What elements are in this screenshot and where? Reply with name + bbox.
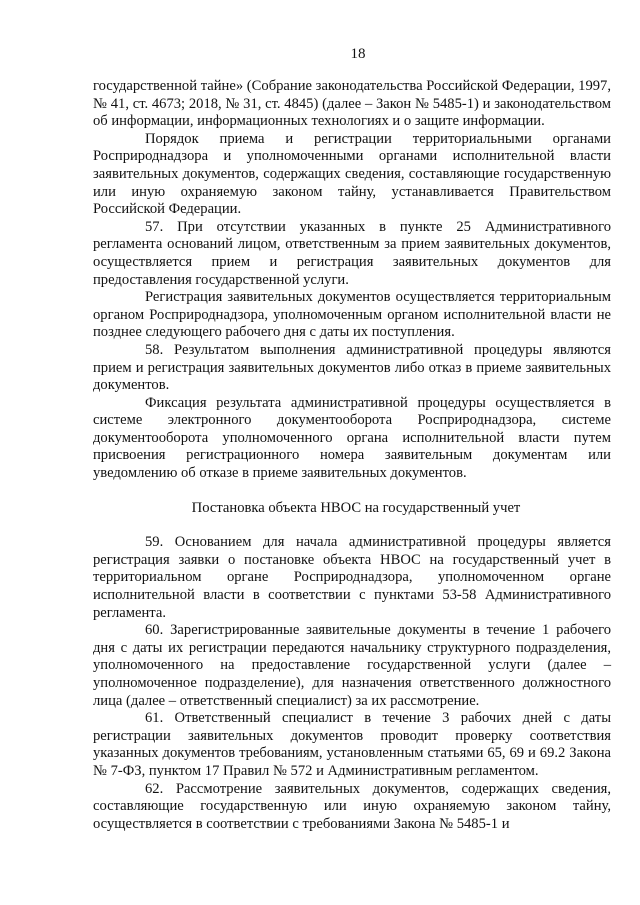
paragraph-59: 59. Основанием для начала административной процедуры является регистрация заявки о постановке объекта НВОС на государственный учет в территориальном органе Росприроднадзора, уполномоченном органе исполнительной власти в соответствии с пунктами 53-58 Административного регламента. <box>93 534 611 621</box>
paragraph-61: 61. Ответственный специалист в течение 3 рабочих дней с даты регистрации заявительных документов проводит проверку соответствия указанных документов требованиям, установленным статьями 65, 69 и 69.2 Закона № 7-ФЗ, пунктом 17 Правил № 572 и Административным регламентом. <box>93 710 611 779</box>
document-page <box>93 44 611 833</box>
section-heading: Постановка объекта НВОС на государственный учет <box>191 499 521 516</box>
paragraph-57: 57. При отсутствии указанных в пункте 25 Административного регламента оснований лицом, ответственным за прием заявительных документов, осуществляется прием и регистрация заявительных документов для предоставления государственной услуги. <box>93 218 611 288</box>
paragraph-registration: Регистрация заявительных документов осуществляется территориальным органом Росприроднадзора, уполномоченным органом исполнительной власти не позднее следующего рабочего дня с даты их поступления. <box>93 289 611 341</box>
paragraph-58: 58. Результатом выполнения административной процедуры являются прием и регистрация заявительных документов либо отказ в приеме заявительных документов. <box>93 341 611 394</box>
paragraph-60: 60. Зарегистрированные заявительные документы в течение 1 рабочего дня с даты их регистрации передаются начальнику структурного подразделения, уполномоченного на предоставление государственной услуги (далее – уполномоченное подразделение), для назначения ответственного должностного лица (далее – ответственный специалист) за их рассмотрение. <box>93 622 611 709</box>
paragraph-continuation: государственной тайне» (Собрание законодательства Российской Федерации, 1997, № 41, ст. 4673; 2018, № 31, ст. 4845) (далее – Закон № 5485-1) и законодательством об информации, информационных технологиях и о защите информации. <box>93 78 611 130</box>
paragraph-fixation: Фиксация результата административной процедуры осуществляется в системе электронного документооборота Росприроднадзора, системе документооборота уполномоченного органа исполнительной власти путем присвоения регистрационного номера заявительным документам или уведомлению об отказе в приеме заявительных документов. <box>93 394 611 482</box>
paragraph-procedure-secret: Порядок приема и регистрации территориальными органами Росприроднадзора и уполномоченными органами исполнительной власти заявительных документов, содержащих сведения, составляющие государственную или иную охраняемую законом тайну, устанавливается Правительством Российской Федерации. <box>93 130 611 218</box>
paragraph-62: 62. Рассмотрение заявительных документов, содержащих сведения, составляющие государственную или иную охраняемую законом тайну, осуществляется в соответствии с требованиями Закона № 5485-1 и <box>93 780 611 832</box>
page-number: 18 <box>350 46 366 62</box>
